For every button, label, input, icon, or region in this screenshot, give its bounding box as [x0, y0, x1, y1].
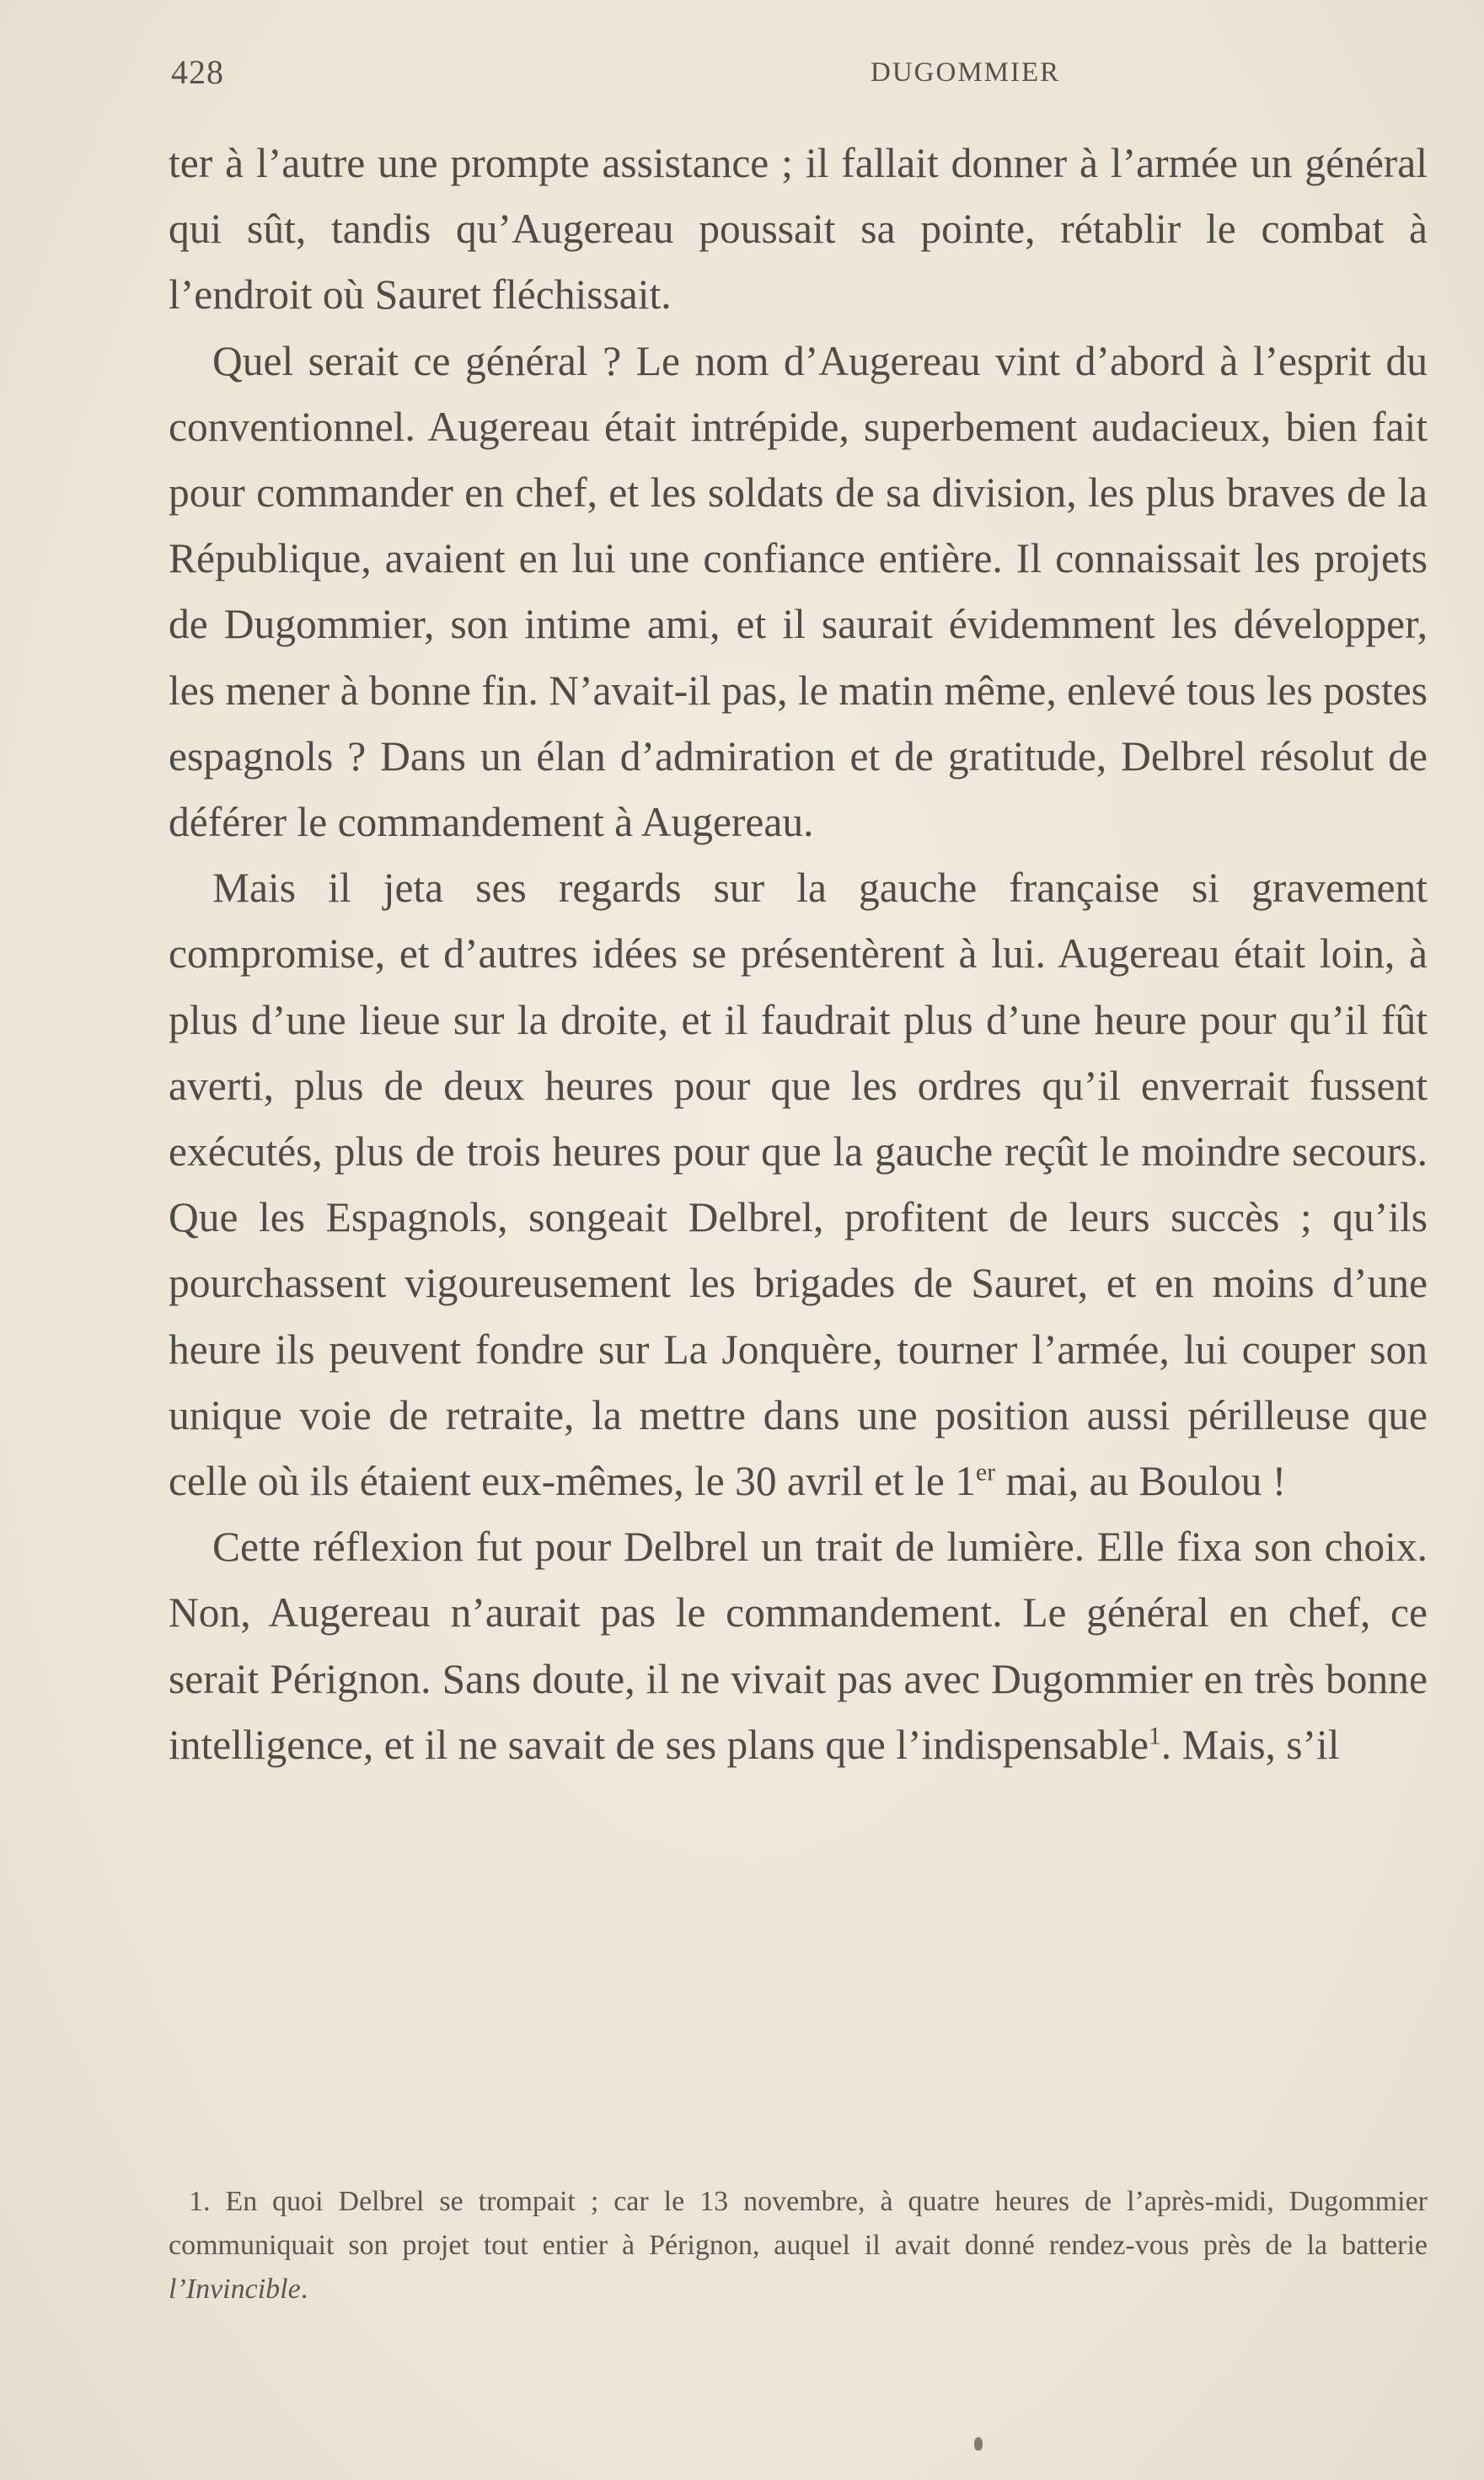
page-number: 428 — [171, 53, 224, 91]
ink-mark — [974, 2437, 983, 2451]
paragraph-4-end: . Mais, s’il — [1160, 1721, 1340, 1768]
paragraph-4 — [169, 1514, 1428, 1778]
body-text — [169, 131, 1428, 1778]
footnote-emphasis: l’Invincible — [169, 2274, 301, 2305]
paragraph-3 — [169, 855, 1428, 1514]
footnote — [169, 2180, 1428, 2311]
paragraph-3-text: Mais il jeta ses regards sur la gauche française si gravement compromise, et d’autres idées se présentèrent à lui. Augereau était loin, à plus d’une lieue sur la droite, et il faudrait plus d’une heure pour qu’il fût averti, plus de deux heures pour que les ordres qu’il enverrait fussent exécutés, plus de trois heures pour que la gauche reçût le moindre secours. Que les Espagnols, songeait Delbrel, profitent de leurs succès ; qu’ils pourchassent vigoureusement les brigades de Sauret, et en moins d’une heure ils peuvent fondre sur La Jonquère, tourner l’armée, lui couper son unique voie de retraite, la mettre dans une position aussi périlleuse que celle où ils étaient eux-mêmes, le 30 avril et le 1 — [169, 865, 1428, 1505]
paragraph-1: ter à l’autre une prompte assistance ; il fallait donner à l’armée un général qui sût, tandis qu’Augereau poussait sa pointe, rétablir le combat à l’endroit où Sauret fléchissait. — [169, 140, 1428, 319]
page-header — [171, 52, 1427, 103]
paragraph-4-text: Cette réflexion fut pour Delbrel un trait de lumière. Elle fixa son choix. Non, Augereau n’aurait pas le commandement. Le général en chef, ce serait Pérignon. Sans doute, il ne vivait pas avec Dugommier en très bonne intelligence, et il ne savait de ses plans que l’indispensable — [169, 1524, 1428, 1768]
superscript-er: er — [976, 1459, 996, 1486]
paragraph-3-end: mai, au Boulou ! — [995, 1458, 1287, 1505]
paragraph-2: Quel serait ce général ? Le nom d’Augereau vint d’abord à l’esprit du conventionnel. Augereau était intrépide, superbement audacieux, bien fait pour commander en chef, et les soldats de sa division, les plus braves de la République, avaient en lui une confiance entière. Il connaissait les projets de Dugommier, son intime ami, et il saurait évidemment les développer, les mener à bonne fin. N’avait-il pas, le matin même, enlevé tous les postes espagnols ? Dans un élan d’admiration et de gratitude, Delbrel résolut de déférer le commandement à Augereau. — [169, 337, 1428, 846]
footnote-end: . — [300, 2274, 308, 2305]
running-title: DUGOMMIER — [871, 57, 1061, 88]
footnote-marker: 1 — [1148, 1722, 1161, 1750]
footnote-text: 1. En quoi Delbrel se trompait ; car le 13 novembre, à quatre heures de l’après-midi, Dugommier communiquait son projet tout entier à Pérignon, auquel il avait donné rendez-vous près de la batterie — [169, 2186, 1428, 2261]
